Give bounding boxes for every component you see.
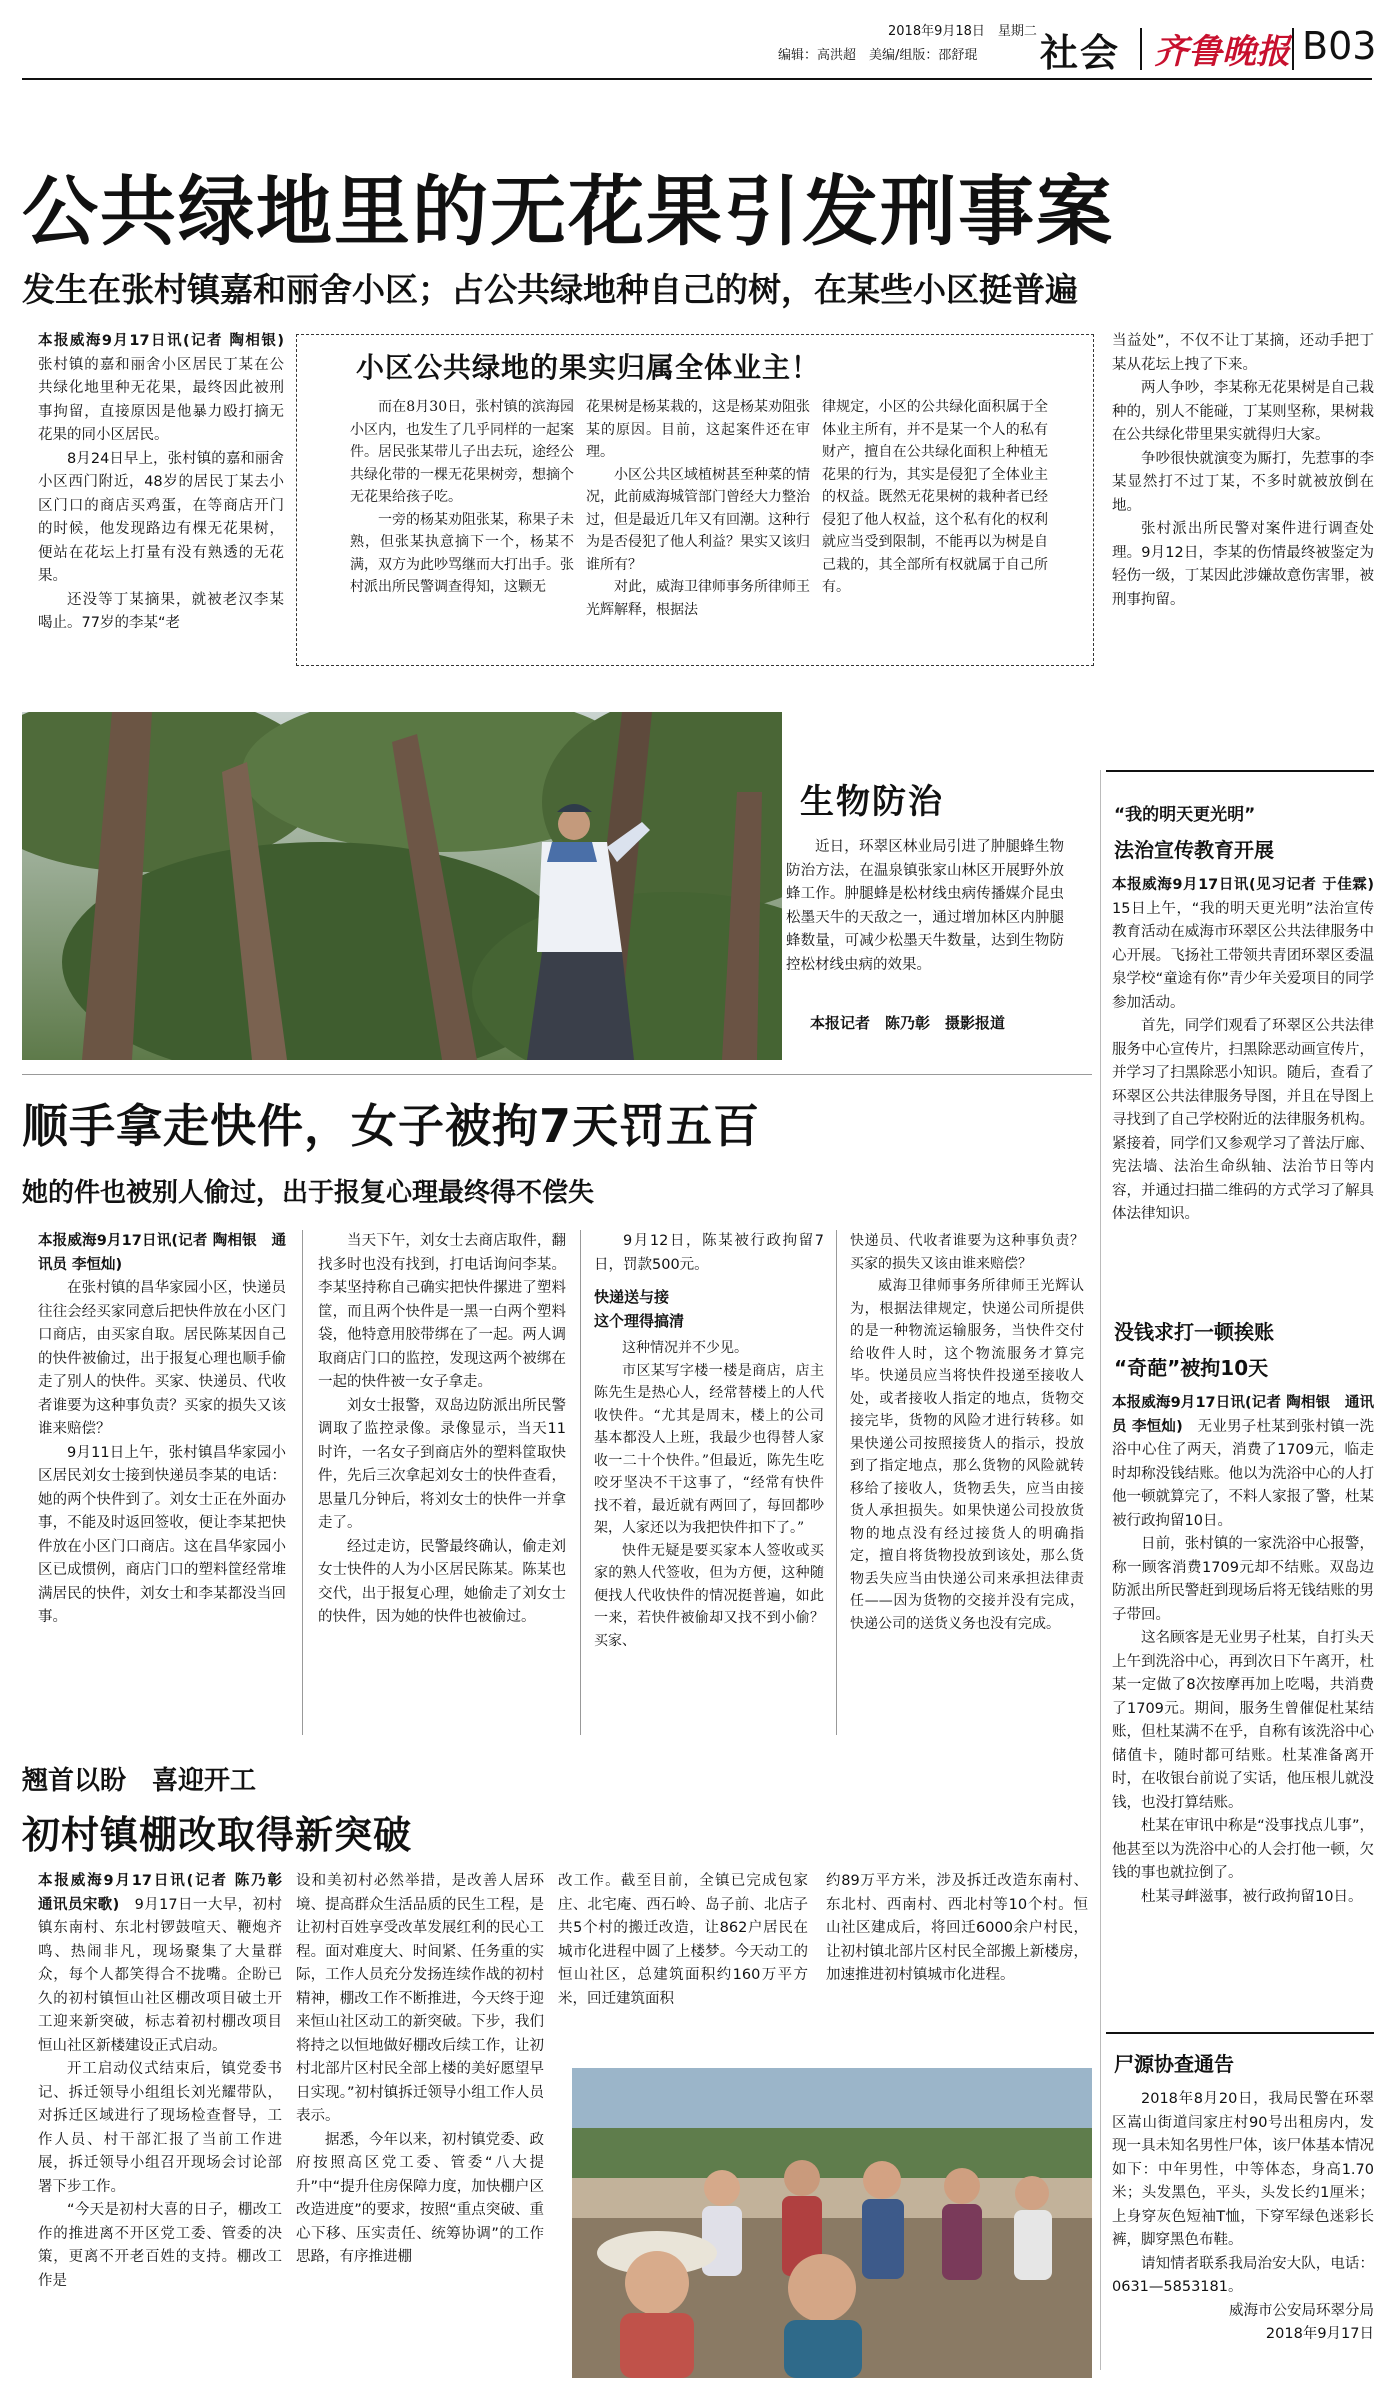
story2-p5: 经过走访，民警最终确认，偷走刘女士快件的人为小区居民陈某。陈某也交代，出于报复心理，她偷走了刘女士的快件，因为她的快件也被偷过。 — [318, 1538, 566, 1625]
forest-photo — [22, 712, 782, 1060]
paper-logo: 齐鲁晚报 — [1154, 32, 1290, 72]
story1-p2: 8月24日早上，张村镇的嘉和丽舍小区西门附近，48岁的居民丁某去小区门口的商店买鸡蛋，在等商店开门的时候，他发现路边有棵无花果树，便站在花坛上打量有没有熟透的无花果。 — [38, 450, 284, 584]
right2-kicker: 没钱求打一顿挨账 — [1114, 1320, 1274, 1344]
story2-p3: 当天下午，刘女士去商店取件，翻找多时也没有找到，打电话询问李某。李某坚持称自己确实把快件摞进了塑料筐，而且两个快件是一黑一白两个塑料袋，他特意用胶带绑在了一起。两人调取商店门口的监控，发现这两个被绑在一起的快件被一女子拿走。 — [318, 1233, 566, 1390]
page-number: B03 — [1302, 24, 1377, 68]
story2-p2: 9月11日上午，张村镇昌华家园小区居民刘女士接到快递员李某的电话：她的两个快件到了。刘女士正在外面办事，不能及时返回签收，便让李某把快件放在小区门口商店。这在昌华家园小区已成惯例，商店门口的塑料筐经常堆满居民的快件，刘女士和李某都没当回事。 — [38, 1444, 286, 1625]
photo1-credit: 本报记者 陈乃彰 摄影报道 — [810, 1014, 1006, 1032]
story3-col3 — [558, 1870, 808, 2011]
notice-date: 2018年9月17日 — [1265, 2326, 1374, 2342]
notice-rule — [1106, 2032, 1374, 2034]
story1-p6: 争吵很快就演变为厮打，先惹事的李某显然打不过丁某，不多时就被放倒在地。 — [1112, 450, 1374, 514]
story2-p11: 威海卫律师事务所律师王光辉认为，根据法律规定，快递公司所提供的是一种物流运输服务，当快件交付给收件人时，这个物流服务才算完毕。快递员应当将快件投递至接收人处，或者接收人指定的地点，货物交接完毕，货物的风险才进行转移。如果快递公司按照接货人的指示，投放到了指定地点，那么货物的风险就转移给了接收人，货物丢失，应当由接货人承担损失。如果快递公司投放货物的地点没有经过接货人的明确指定，擅自将货物投放到该处，那么货物丢失应当由快递公司来承担法律责任——因为货物的交接并没有完成，快递公司的送货义务也没有完成。 — [850, 1278, 1084, 1632]
story3-p4: 设和美初村必然举措，是改善人居环境、提高群众生活品质的民生工程，是让初村百姓享受改革发展红利的民心工程。面对难度大、时间紧、任务重的实际，工作人员充分发扬连续作战的初村精神，棚改工作不断推进，今天终于迎来恒山社区动工的新突破。下步，我们将持之以恒地做好棚改后续工作，让初村北部片区村民全部上楼的美好愿望早日实现。”初村镇拆迁领导小组工作人员表示。 — [296, 1873, 544, 2124]
masthead-editors: 编辑：高洪超 美编/组版：邵舒琨 — [778, 48, 978, 63]
issue-weekday: 星期二 — [997, 24, 1037, 39]
right1-title: 法治宣传教育开展 — [1114, 838, 1274, 862]
story2-p10: 快递员、代收者谁要为这种事负责？买家的损失又该由谁来赔偿？ — [850, 1233, 1084, 1272]
story3-kicker: 翘首以盼 喜迎开工 — [22, 1766, 257, 1796]
masthead-divider-2 — [1292, 28, 1294, 70]
sidebar-title: 小区公共绿地的果实归属全体业主！ — [356, 351, 821, 384]
masthead-divider — [1140, 28, 1142, 70]
story2-p6: 9月12日，陈某被行政拘留7日，罚款500元。 — [594, 1233, 824, 1273]
story1-p4: 当益处”，不仅不让丁某摘，还动手把丁某从花坛上拽了下来。 — [1112, 333, 1374, 373]
story3-p5: 据悉，今年以来，初村镇党委、政府按照高区党工委、管委“八大提升”中“提升住房保障力度，加快棚户区改造进度”的要求，按照“重点突破、重心下移、压实责任、统筹协调”的工作思路，有序推进棚 — [296, 2131, 544, 2265]
story2-col1 — [38, 1230, 286, 1630]
main-headline: 公共绿地里的无花果引发刑事案 — [22, 167, 1114, 256]
story3-p2: 开工启动仪式结束后，镇党委书记、拆迁领导小组组长刘光耀带队，对拆迁区域进行了现场检查督导，工作人员、村干部汇报了当前工作进展，拆迁领导小组召开现场会讨论部署下步工作。 — [38, 2061, 282, 2195]
story3-p3: “今天是初村大喜的日子，棚改工作的推进离不开区党工委、管委的决策，更离不开老百姓的支持。棚改工作是 — [38, 2202, 282, 2289]
main-subheadline: 发生在张村镇嘉和丽舍小区；占公共绿地种自己的树，在某些小区挺普遍 — [22, 270, 1078, 309]
story3-byline: 本报威海9月17日讯(记者 陈乃彰 通讯员宋歌) — [38, 1873, 297, 1913]
story3-p7: 约89万平方米，涉及拆迁改造东南村、东北村、西南村、西北村等10个村。恒山社区建成后，将回迁6000余户村民，让初村镇北部片区村民全部搬上新楼房，加速推进初村镇城市化进程。 — [826, 1873, 1088, 1983]
story3-col1 — [38, 1870, 297, 2293]
story2-col2 — [318, 1230, 566, 1630]
story2-crosshead: 快递送与接 这个理得搞清 — [594, 1288, 685, 1330]
sidebar-col2-p1: 花果树是杨某栽的，这是杨某劝阻张某的原因。目前，这起案件还在审理。 — [586, 399, 810, 460]
sidebar-col3 — [822, 396, 1048, 599]
story3-byline-para — [38, 1870, 297, 2058]
notice-title: 尸源协查通告 — [1114, 2052, 1234, 2076]
right2-byline-para — [1112, 1392, 1374, 1533]
story3-col4 — [826, 1870, 1088, 1988]
story2-p7: 这种情况并不少见。 — [622, 1340, 748, 1356]
sidebar-col3-p1: 律规定，小区的公共绿化面积属于全体业主所有，并不是某一个人的私有财产，擅自在公共绿化面积上种植无花果的行为，其实是侵犯了全体业主的权益。既然无花果树的栽种者已经侵犯了他人权益，这个私有化的权利就应当受到限制，不能再以为树是自己栽的，其全部所有权就属于自己所有。 — [822, 399, 1048, 595]
right2-p3: 这名顾客是无业男子杜某，自打头天上午到洗浴中心，再到次日下午离开，杜某一定做了8次按摩再加上吃喝，共消费了1709元。期间，服务生曾催促杜某结账，但杜某满不在乎，自称有该洗浴中心储值卡，随时都可结账。杜某准备离开时，在收银台前说了实话，他压根儿就没钱，也没打算结账。 — [1112, 1630, 1374, 1811]
right-col-rule — [1106, 770, 1374, 772]
story2-p9: 快件无疑是要买家本人签收或买家的熟人代签收，但为方便，这种随便找人代收快件的情况挺普遍，如此一来，若快件被偷却又找不到小偷？买家、 — [594, 1542, 824, 1649]
right2-title: “奇葩”被拘10天 — [1114, 1356, 1269, 1380]
story2-subheadline: 她的件也被别人偷过，出于报复心理最终得不偿失 — [22, 1178, 595, 1208]
right1-p2: 首先，同学们观看了环翠区公共法律服务中心宣传片，扫黑除恶动画宣传片，并学习了扫黑除恶小知识。随后，查看了环翠区公共法律服务导图，并且在导图上寻找到了自己学校附近的法律服务机构。紧接着，同学们又参观学习了普法厅廊、宪法墙、法治生命纵轴、法治节日等内容，并通过扫描二维码的方式学习了解具体法律知识。 — [1112, 1018, 1374, 1222]
notice-text: 2018年8月20日，我局民警在环翠区嵩山街道闫家庄村90号出租房内，发现一具未知名男性尸体，该尸体基本情况如下：中年男性，中等体态，身高1.70米；头发黑色，平头，头发长约1厘米；上身穿灰色短袖T恤，下穿军绿色迷彩长裤，脚穿黑色布鞋。 — [1112, 2091, 1374, 2248]
sidebar-col2 — [586, 396, 810, 621]
villagers-photo-image — [572, 2068, 1092, 2378]
story2-headline: 顺手拿走快件，女子被拘7天罚五百 — [22, 1099, 761, 1153]
sidebar-col1-p1: 而在8月30日，张村镇的滨海园小区内，也发生了几乎同样的一起案件。居民张某带儿子出去玩，途经公共绿化带的一棵无花果树旁，想摘个无花果给孩子吃。 — [350, 399, 574, 505]
right2-p4: 杜某在审讯中称是“没事找点儿事”，他甚至以为洗浴中心的人会打他一顿，欠钱的事也就拉倒了。 — [1112, 1818, 1374, 1881]
right2-body — [1112, 1392, 1374, 1909]
story3-col2 — [296, 1870, 544, 2270]
right1-p1: 15日上午，“我的明天更光明”法治宣传教育活动在威海市环翠区公共法律服务中心开展。飞扬社工带领共青团环翠区委温泉学校“童途有你”青少年关爱项目的同学参加活动。 — [1112, 900, 1374, 1011]
story2-byline: 本报威海9月17日讯(记者 陶相银 通讯员 李恒灿) — [38, 1233, 286, 1273]
sidebar-col2-p3: 对此，威海卫律师事务所律师王光辉解释，根据法 — [586, 579, 810, 618]
right1-byline-para — [1112, 874, 1374, 1015]
right2-p5: 杜某寻衅滋事，被行政拘留10日。 — [1141, 1888, 1363, 1905]
story2-col3-plain — [594, 1230, 824, 1277]
right2-p1: 无业男子杜某到张村镇一洗浴中心住了两天，消费了1709元，临走时却称没钱结账。他以为洗浴中心的人打他一顿就算完了，不料人家报了警，杜某被行政拘留10日。 — [1112, 1418, 1375, 1529]
story2-col4 — [850, 1230, 1084, 1635]
notice-body — [1112, 2088, 1374, 2347]
masthead-date — [888, 20, 1037, 39]
photo1-caption-text: 近日，环翠区林业局引进了肿腿蜂生物防治方法，在温泉镇张家山林区开展野外放蜂工作。肿腿蜂是松材线虫病传播媒介昆虫松墨天牛的天敌之一，通过增加林区内肿腿蜂数量，可减少松墨天牛数量，达到生物防控松材线虫病的效果。 — [786, 839, 1064, 973]
right1-body — [1112, 874, 1374, 1227]
story1-p1: 张村镇的嘉和丽舍小区居民丁某在公共绿化地里种无花果，最终因此被刑事拘留，直接原因是他暴力殴打摘无花果的同小区居民。 — [38, 356, 284, 443]
story1-col4 — [1112, 330, 1374, 612]
story2-byline-para — [38, 1230, 286, 1277]
story2-col3 — [594, 1230, 824, 1652]
story2-p4: 刘女士报警，双岛边防派出所民警调取了监控录像。录像显示，当天11时许，一名女子到商店外的塑料筐取快件，先后三次拿起刘女士的快件查看，思量几分钟后，将刘女士的快件一并拿走了。 — [318, 1397, 566, 1531]
right2-byline: 本报威海9月17日讯(记者 陶相银 通讯员 李恒灿) — [1112, 1395, 1374, 1435]
story2-p1: 在张村镇的昌华家园小区，快递员往往会经买家同意后把快件放在小区门口商店，由买家自取。居民陈某因自己的快件被偷过，出于报复心理也顺手偷走了别人的快件。买家、快递员、代收者谁要为这种事负责？买家的损失又该谁来赔偿？ — [38, 1280, 286, 1437]
right-col-divider — [1100, 770, 1101, 2370]
masthead-rule — [22, 78, 1372, 80]
issue-date: 2018年9月18日 — [888, 24, 985, 39]
story3-p1: 9月17日一大早，初村镇东南村、东北村锣鼓喧天、鞭炮齐鸣、热闹非凡，现场聚集了大量群众，每个人都笑得合不拢嘴。企盼已久的初村镇恒山社区棚改项目破土开工迎来新突破，标志着初村棚改项目恒山社区新楼建设正式启动。 — [38, 1896, 282, 2054]
story2-col3-body — [594, 1337, 824, 1652]
sidebar-col2-p2: 小区公共区域植树甚至种菜的情况，此前威海城管部门曾经大力整治过，但是最近几年又有回潮。这种行为是否侵犯了他人利益？果实又该归谁所有？ — [586, 466, 810, 573]
right1-byline: 本报威海9月17日讯(见习记者 于佳霖) — [1112, 877, 1374, 893]
story1-p3: 还没等丁某摘果，就被老汉李某喝止。77岁的李某“老 — [38, 591, 284, 631]
story3-p6: 改工作。截至目前，全镇已完成包家庄、北宅庵、西石岭、岛子前、北店子共5个村的搬迁改造，让862户居民在城市化进程中圆了上楼梦。今天动工的恒山社区，总建筑面积约160万平方米，回迁建筑面积 — [558, 1873, 808, 2007]
notice-signer: 威海市公安局环翠分局 — [1229, 2302, 1374, 2319]
story2-divider-3 — [836, 1230, 837, 1735]
story1-byline-para — [38, 330, 284, 448]
story2-divider-1 — [302, 1230, 303, 1735]
story2-p8: 市区某写字楼一楼是商店，店主陈先生是热心人，经常替楼上的人代收快件。“尤其是周末，楼上的公司基本都没人上班，我最少也得替人家收一二十个快件。”但最近，陈先生吃咬牙坚决不干这事了，“经常有快件找不着，最近就有两回了，每回都吵架，人家还以为我把快件扣下了。” — [594, 1362, 824, 1536]
story2-rule — [22, 1074, 1092, 1075]
sidebar-col1-p2: 一旁的杨某劝阻张某，称果子未熟，但张某执意摘下一个，杨某不满，双方为此吵骂继而大打出手。张村派出所民警调查得知，这颗无 — [350, 511, 574, 595]
story1-p5: 两人争吵，李某称无花果树是自己栽种的，别人不能碰，丁某则坚称，果树栽在公共绿化带里果实就得归大家。 — [1112, 380, 1374, 443]
right1-kicker: “我的明天更光明” — [1114, 805, 1256, 825]
story1-col1 — [38, 330, 284, 636]
story3-headline: 初村镇棚改取得新突破 — [22, 1813, 413, 1857]
story2-divider-2 — [580, 1230, 581, 1735]
story1-byline: 本报威海9月17日讯(记者 陶相银) — [38, 333, 284, 349]
forest-photo-image — [22, 712, 782, 1060]
right2-p2: 日前，张村镇的一家洗浴中心报警，称一顾客消费1709元却不结账。双岛边防派出所民警赶到现场后将无钱结账的男子带回。 — [1112, 1536, 1374, 1623]
villagers-photo — [572, 2068, 1092, 2378]
story1-p7: 张村派出所民警对案件进行调查处理。9月12日，李某的伤情最终被鉴定为轻伤一级，丁某因此涉嫌故意伤害罪，被刑事拘留。 — [1112, 521, 1374, 608]
sidebar-col1 — [350, 396, 574, 599]
notice-contact: 请知情者联系我局治安大队，电话：0631—5853181。 — [1112, 2255, 1374, 2295]
section-name: 社会 — [1040, 31, 1121, 75]
photo1-caption — [786, 836, 1064, 977]
photo1-title: 生物防治 — [800, 782, 944, 822]
